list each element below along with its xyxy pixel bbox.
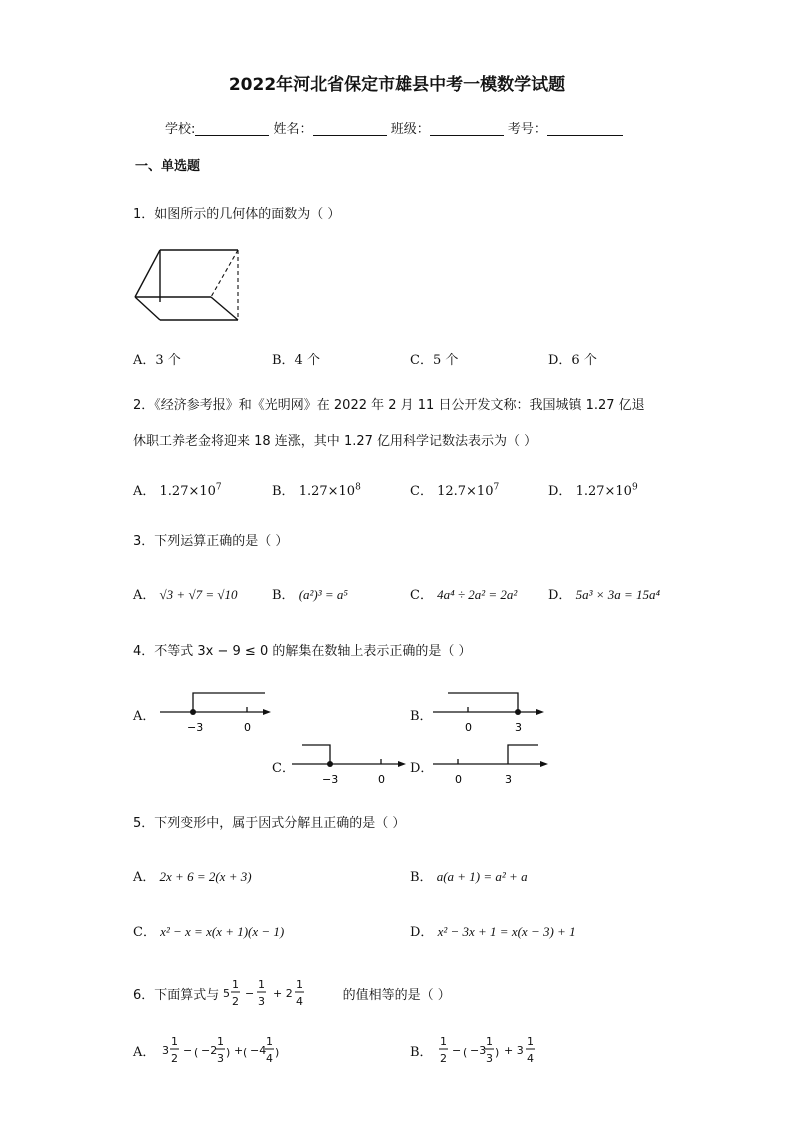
q3-option-d[interactable]: D． 5a³ × 3a = 15a⁴ — [548, 587, 661, 603]
svg-text:1: 1 — [526, 1035, 534, 1048]
svg-text:4: 4 — [265, 1052, 273, 1065]
svg-text:2: 2 — [232, 995, 240, 1008]
school-blank[interactable] — [195, 121, 269, 136]
q1-option-a[interactable]: A．3 个 — [133, 353, 181, 368]
name-blank[interactable] — [313, 121, 387, 136]
exam-no-blank[interactable] — [547, 121, 623, 136]
q4-number-line-b — [428, 688, 548, 736]
question-2-stem-line-1: 2．《经济参考报》和《光明网》在 2022 年 2 月 11 日公开发文称：我国城镇 1.27 亿退 — [133, 398, 645, 413]
school-label: 学校: — [165, 122, 196, 137]
svg-text:−: − — [182, 1044, 192, 1057]
svg-text:−: − — [451, 1044, 461, 1057]
q3-option-a[interactable]: A． √3 + √7 = √10 — [133, 587, 238, 603]
svg-text:(: ( — [193, 1046, 198, 1059]
exam-no-label: 考号： — [507, 122, 547, 137]
svg-text:1: 1 — [265, 1035, 273, 1048]
svg-text:2: 2 — [170, 1052, 178, 1065]
svg-text:): ) — [274, 1046, 279, 1059]
name-label: 姓名： — [273, 122, 313, 137]
q5-option-d[interactable]: D． x² − 3x + 1 = x(x − 3) + 1 — [410, 924, 576, 940]
q4-number-line-c — [290, 740, 410, 788]
question-4-stem: 4．不等式 3x − 9 ≤ 0 的解集在数轴上表示正确的是（ ） — [133, 644, 472, 659]
svg-text:1: 1 — [296, 978, 304, 991]
q5-option-a[interactable]: A． 2x + 6 = 2(x + 3) — [133, 869, 252, 885]
q4-number-line-d — [428, 740, 553, 788]
svg-text:2: 2 — [439, 1052, 447, 1065]
student-info-line — [165, 118, 623, 137]
question-6-stem: 6．下面算式与 5 1 2 − 1 3 + 2 1 4 的值相等的是（ ） — [133, 978, 451, 1008]
question-2-stem-line-2: 休职工养老金将迎来 18 连涨，其中 1.27 亿用科学记数法表示为（ ） — [133, 434, 538, 449]
svg-text:1: 1 — [258, 978, 266, 991]
axis-label-0: 0 — [378, 773, 385, 786]
q1-option-c[interactable]: C．5 个 — [410, 353, 459, 368]
svg-text:4: 4 — [526, 1052, 534, 1065]
page-title: 2022年河北省保定市雄县中考一模数学试题 — [228, 75, 566, 95]
svg-text:): ) — [225, 1046, 230, 1059]
svg-text:(: ( — [462, 1046, 467, 1059]
q4-option-b[interactable]: B． — [410, 709, 433, 724]
axis-label-0: 0 — [244, 721, 251, 734]
q6-mixed-fraction-expression — [223, 976, 338, 1010]
svg-text:1: 1 — [170, 1035, 178, 1048]
q5-option-b[interactable]: B． a(a + 1) = a² + a — [410, 869, 528, 885]
question-1-stem: 1．如图所示的几何体的面数为（ ） — [133, 207, 341, 222]
section-heading: 一、单选题 — [135, 159, 201, 174]
axis-label-3: 3 — [515, 721, 522, 734]
axis-label-3: 3 — [505, 773, 512, 786]
q4-option-c[interactable]: C． — [272, 761, 295, 776]
q4-option-d[interactable]: D． — [410, 761, 434, 776]
svg-text:−4: −4 — [249, 1044, 266, 1057]
q2-option-c[interactable]: C． $12.7\times 10^7$ — [410, 482, 500, 499]
svg-text:−2: −2 — [200, 1044, 217, 1057]
q4-option-a[interactable]: A． — [133, 709, 156, 724]
svg-text:−: − — [245, 987, 255, 1000]
svg-text:−3: −3 — [469, 1044, 486, 1057]
class-label: 班级： — [390, 122, 430, 137]
svg-text:+ 3: + 3 — [503, 1044, 524, 1057]
q2-option-d[interactable]: D． $1.27\times 10^9$ — [548, 482, 638, 499]
svg-text:3: 3 — [485, 1052, 493, 1065]
svg-text:1: 1 — [216, 1035, 224, 1048]
axis-label-neg3: −3 — [322, 773, 339, 786]
q6-option-a[interactable]: A． 3 1 2 − ( −2 1 3 ) + ( −4 1 4 ) — [133, 1033, 290, 1067]
question-3-stem: 3．下列运算正确的是（ ） — [133, 534, 289, 549]
svg-text:+ 2: + 2 — [273, 987, 294, 1000]
prism-figure — [130, 245, 245, 325]
svg-text:1: 1 — [485, 1035, 493, 1048]
svg-text:4: 4 — [296, 995, 304, 1008]
svg-text:(: ( — [242, 1046, 247, 1059]
q1-option-d[interactable]: D．6 个 — [548, 353, 597, 368]
svg-text:5: 5 — [223, 987, 231, 1000]
q6-option-a-expression — [160, 1033, 290, 1067]
axis-label-0: 0 — [455, 773, 462, 786]
class-blank[interactable] — [430, 121, 504, 136]
q6-option-b[interactable]: B． 1 2 − ( −3 1 3 ) + 3 1 4 — [410, 1033, 557, 1067]
q1-option-b[interactable]: B．4 个 — [272, 353, 320, 368]
q3-option-b[interactable]: B． (a²)³ = a⁵ — [272, 587, 348, 603]
q3-option-c[interactable]: C． 4a⁴ ÷ 2a² = 2a² — [410, 587, 518, 603]
svg-text:3: 3 — [216, 1052, 224, 1065]
svg-text:1: 1 — [232, 978, 240, 991]
svg-text:3: 3 — [258, 995, 266, 1008]
q2-option-a[interactable]: A． $1.27\times 10^7$ — [133, 482, 222, 499]
svg-text:+: + — [233, 1044, 243, 1057]
svg-text:3: 3 — [161, 1044, 169, 1057]
svg-text:): ) — [494, 1046, 499, 1059]
q2-option-b[interactable]: B． $1.27\times 10^8$ — [272, 482, 361, 499]
q5-option-c[interactable]: C． x² − x = x(x + 1)(x − 1) — [133, 924, 285, 940]
q6-option-b-expression — [437, 1033, 557, 1067]
svg-text:1: 1 — [439, 1035, 447, 1048]
axis-label-neg3: −3 — [187, 721, 204, 734]
axis-label-0: 0 — [465, 721, 472, 734]
q4-number-line-a — [155, 688, 275, 736]
question-5-stem: 5．下列变形中，属于因式分解且正确的是（ ） — [133, 816, 406, 831]
